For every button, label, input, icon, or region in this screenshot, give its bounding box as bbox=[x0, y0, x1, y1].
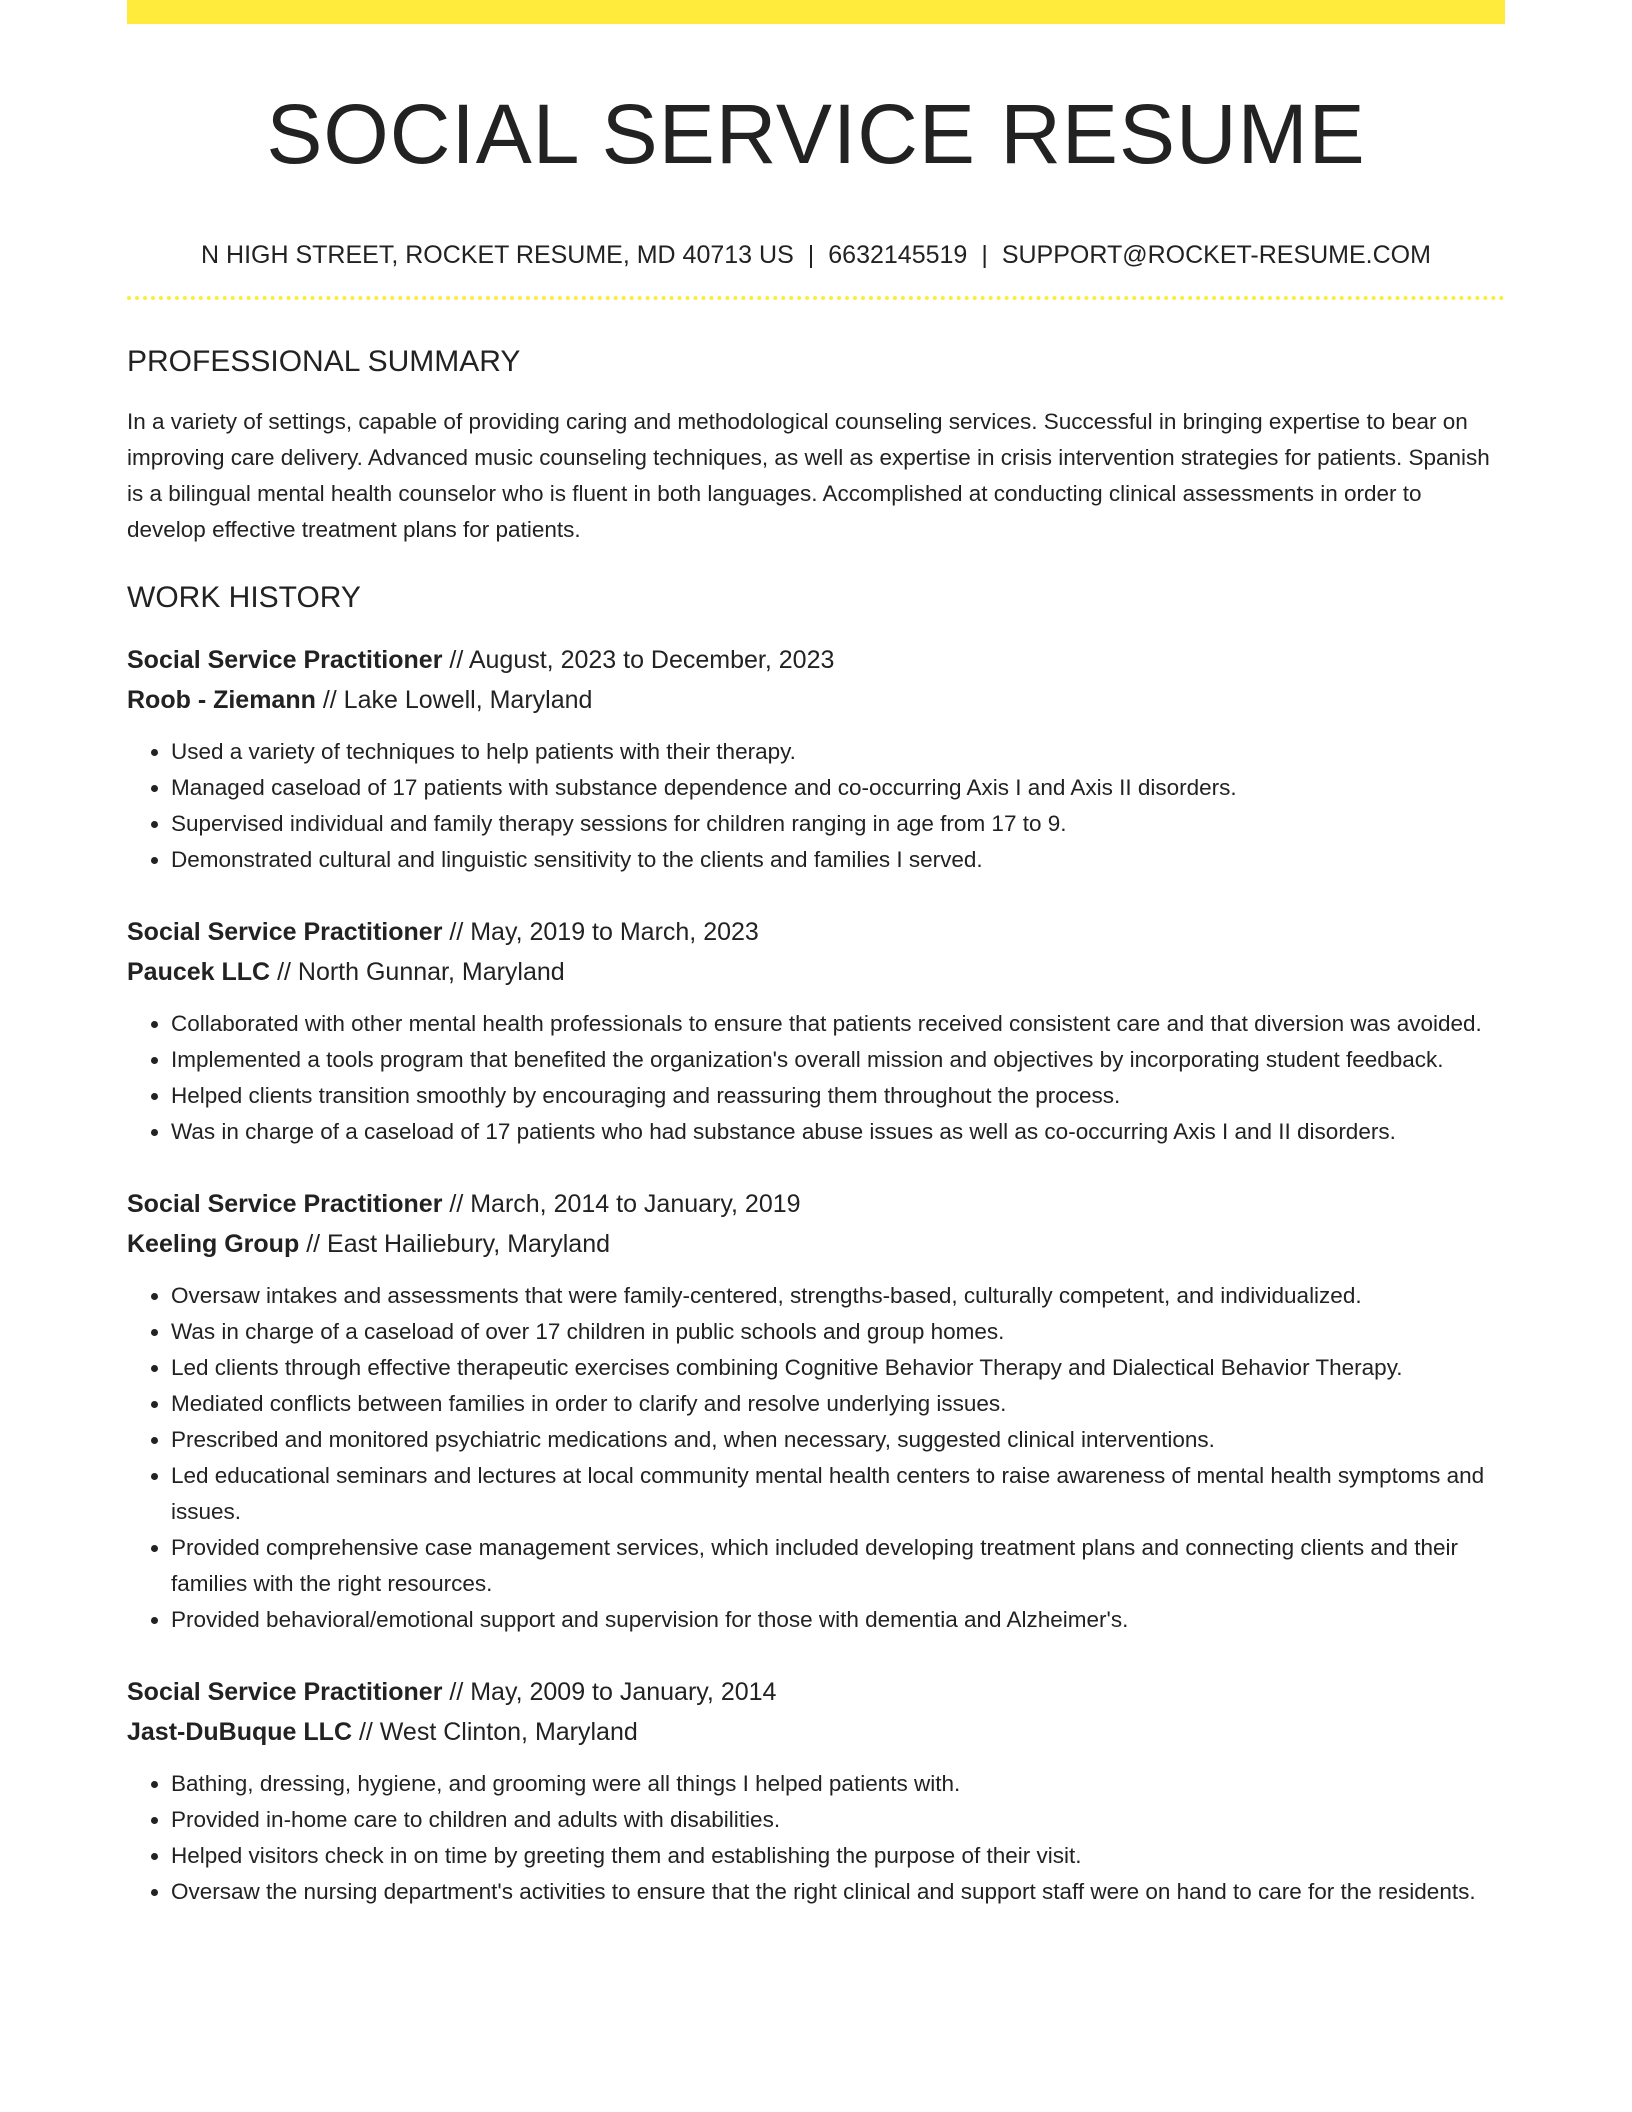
job-location: // Lake Lowell, Maryland bbox=[322, 686, 593, 714]
job-title: Social Service Practitioner bbox=[127, 646, 443, 674]
contact-phone: 6632145519 bbox=[828, 241, 968, 269]
job-company-line bbox=[127, 952, 1505, 992]
job-location: // North Gunnar, Maryland bbox=[277, 958, 565, 986]
job-title-line bbox=[127, 1184, 1505, 1224]
summary-text: In a variety of settings, capable of providing caring and methodological counseling services. Successful in bringing expertise to bear on improving care delivery. Advanced music counseling techniques, as well as expertise in crisis intervention strategies for patients. Spanish is a bilingual mental health counselor who is fluent in both languages. Accomplished at conducting clinical assessments in order to develop effective treatment plans for patients. bbox=[127, 409, 1490, 542]
contact-line bbox=[127, 240, 1505, 270]
duty-item: • Mediated conflicts between families in order to clarify and resolve underlying issues. bbox=[171, 1386, 1505, 1422]
job-title: Social Service Practitioner bbox=[127, 918, 443, 946]
duty-item: • Helped visitors check in on time by greeting them and establishing the purpose of their visit. bbox=[171, 1838, 1505, 1874]
job-entry bbox=[127, 912, 1505, 1150]
summary-heading: PROFESSIONAL SUMMARY bbox=[127, 345, 521, 378]
duty-item: • Helped clients transition smoothly by encouraging and reassuring them throughout the process. bbox=[171, 1078, 1505, 1114]
duty-list bbox=[127, 1278, 1505, 1638]
job-company-line bbox=[127, 1224, 1505, 1264]
duty-item: • Provided in-home care to children and adults with disabilities. bbox=[171, 1802, 1505, 1838]
duty-item: • Provided behavioral/emotional support and supervision for those with dementia and Alzheimer's. bbox=[171, 1602, 1505, 1638]
duty-item: • Implemented a tools program that benefited the organization's overall mission and objectives by incorporating student feedback. bbox=[171, 1042, 1505, 1078]
job-title: Social Service Practitioner bbox=[127, 1190, 443, 1218]
contact-separator: | bbox=[807, 241, 815, 269]
work-history-heading: WORK HISTORY bbox=[127, 581, 361, 614]
job-company: Paucek LLC bbox=[127, 958, 271, 986]
job-title-line bbox=[127, 1672, 1505, 1712]
duty-list bbox=[127, 1766, 1505, 1910]
job-company-line bbox=[127, 680, 1505, 720]
accent-bar bbox=[127, 0, 1505, 24]
duty-item: • Led clients through effective therapeutic exercises combining Cognitive Behavior Therapy and Dialectical Behavior Therapy. bbox=[171, 1350, 1505, 1386]
duty-item: • Supervised individual and family therapy sessions for children ranging in age from 17 to 9. bbox=[171, 806, 1505, 842]
job-title: Social Service Practitioner bbox=[127, 1678, 443, 1706]
contact-address: N HIGH STREET, ROCKET RESUME, MD 40713 US bbox=[201, 241, 794, 269]
duty-item: • Demonstrated cultural and linguistic sensitivity to the clients and families I served. bbox=[171, 842, 1505, 878]
contact-separator: | bbox=[981, 241, 988, 269]
duty-list bbox=[127, 734, 1505, 878]
job-dates: // May, 2009 to January, 2014 bbox=[449, 1678, 777, 1706]
resume-title: SOCIAL SERVICE RESUME bbox=[266, 87, 1366, 181]
duty-item: • Used a variety of techniques to help patients with their therapy. bbox=[171, 734, 1505, 770]
duty-item: • Bathing, dressing, hygiene, and grooming were all things I helped patients with. bbox=[171, 1766, 1505, 1802]
job-company-line bbox=[127, 1712, 1505, 1752]
resume-page bbox=[127, 0, 1505, 1910]
job-title-line bbox=[127, 640, 1505, 680]
job-entry bbox=[127, 640, 1505, 878]
duty-item: • Led educational seminars and lectures at local community mental health centers to raise awareness of mental health symptoms and issues. bbox=[171, 1458, 1505, 1530]
duty-list bbox=[127, 1006, 1505, 1150]
job-company: Jast-DuBuque LLC bbox=[127, 1718, 352, 1746]
job-dates: // March, 2014 to January, 2019 bbox=[449, 1190, 801, 1218]
job-entry bbox=[127, 1184, 1505, 1638]
job-location: // East Hailiebury, Maryland bbox=[306, 1230, 611, 1258]
dotted-divider bbox=[127, 296, 1505, 300]
duty-item: • Prescribed and monitored psychiatric medications and, when necessary, suggested clinical interventions. bbox=[171, 1422, 1505, 1458]
job-title-line bbox=[127, 912, 1505, 952]
job-location: // West Clinton, Maryland bbox=[358, 1718, 638, 1746]
job-dates: // August, 2023 to December, 2023 bbox=[449, 646, 835, 674]
duty-item: • Oversaw the nursing department's activities to ensure that the right clinical and support staff were on hand to care for the residents. bbox=[171, 1874, 1505, 1910]
contact-email: SUPPORT@ROCKET-RESUME.COM bbox=[1001, 241, 1431, 269]
job-dates: // May, 2019 to March, 2023 bbox=[449, 918, 759, 946]
duty-item: • Managed caseload of 17 patients with substance dependence and co-occurring Axis I and Axis II disorders. bbox=[171, 770, 1505, 806]
duty-item: • Oversaw intakes and assessments that were family-centered, strengths-based, culturally competent, and individualized. bbox=[171, 1278, 1505, 1314]
duty-item: • Was in charge of a caseload of 17 patients who had substance abuse issues as well as co-occurring Axis I and II disorders. bbox=[171, 1114, 1505, 1150]
duty-item: • Was in charge of a caseload of over 17 children in public schools and group homes. bbox=[171, 1314, 1505, 1350]
duty-item: • Collaborated with other mental health professionals to ensure that patients received consistent care and that diversion was avoided. bbox=[171, 1006, 1505, 1042]
job-company: Keeling Group bbox=[127, 1230, 300, 1258]
job-company: Roob - Ziemann bbox=[127, 686, 316, 714]
duty-item: • Provided comprehensive case management services, which included developing treatment plans and connecting clients and their families with the right resources. bbox=[171, 1530, 1505, 1602]
job-entry bbox=[127, 1672, 1505, 1910]
